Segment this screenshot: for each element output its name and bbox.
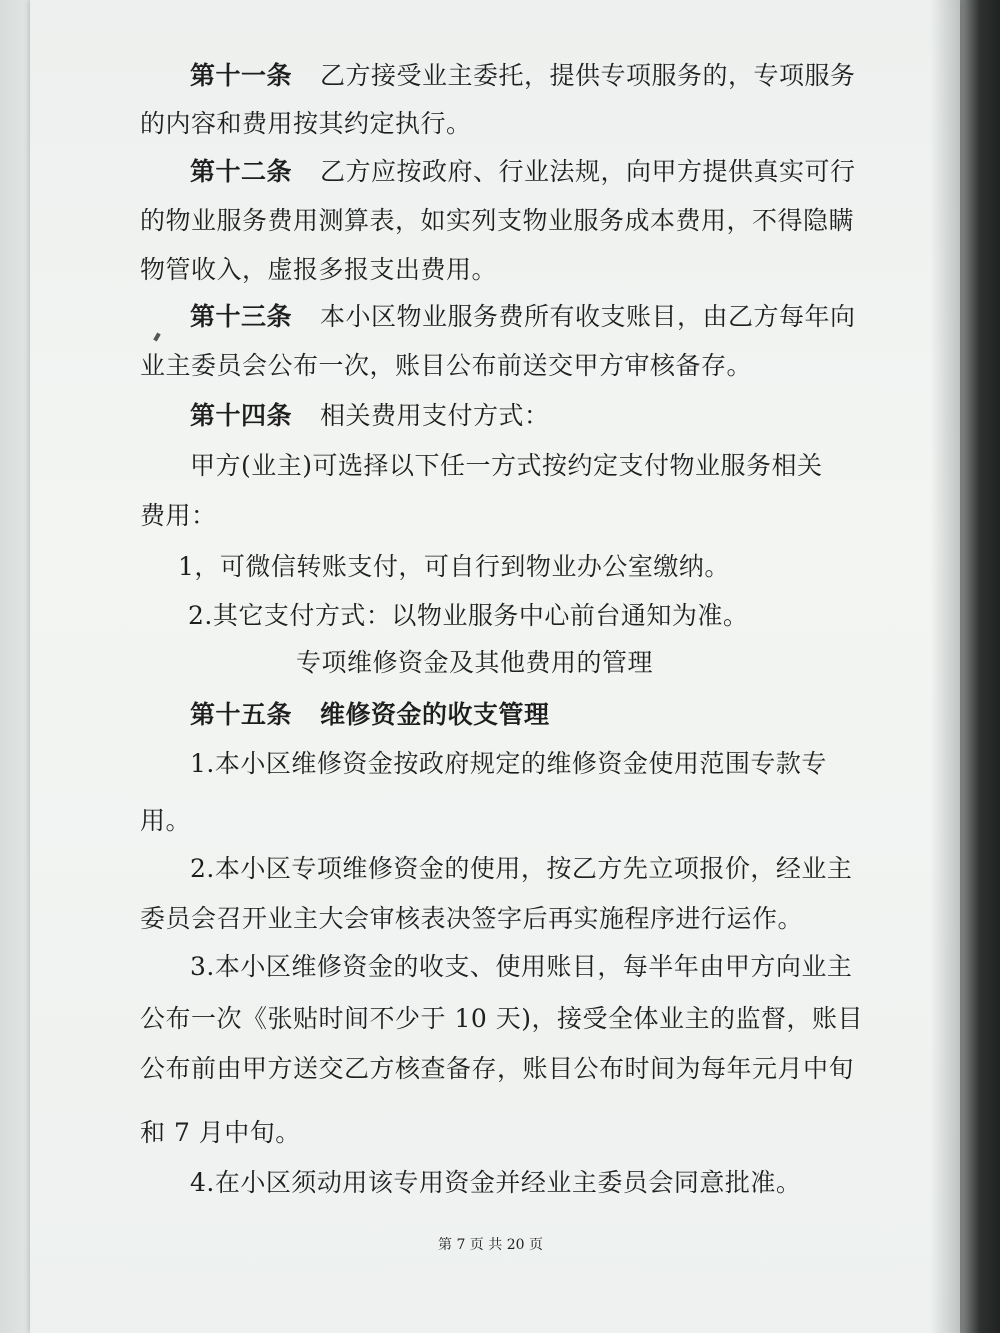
article-15-title: 第十五条 — [190, 700, 293, 729]
article-13-text-1: 本小区物业服务费所有收支账目，由乙方每年向 — [320, 302, 856, 331]
article-12-title: 第十二条 — [190, 157, 293, 186]
article-15-item-1-line-2: 用。 — [140, 806, 192, 835]
article-15-item-3-line-3: 公布前由甲方送交乙方核查备存，账目公布时间为每年元月中旬 — [140, 1054, 855, 1083]
article-14-title: 第十四条 — [190, 401, 293, 430]
article-15-item-2-line-2: 委员会召开业主大会审核表决签字后再实施程序进行运作。 — [140, 904, 804, 933]
page-number: 第 7 页 共 20 页 — [438, 1237, 543, 1253]
article-11-line-2: 的内容和费用按其约定执行。 — [140, 109, 472, 138]
article-15-item-2-line-1: 2.本小区专项维修资金的使用，按乙方先立项报价，经业主 — [190, 854, 853, 883]
article-15-item-3-line-2: 公布一次《张贴时间不少于 10 天)，接受全体业主的监督，账目 — [140, 1004, 863, 1033]
article-12-line-1 — [190, 152, 856, 188]
section-heading: 专项维修资金及其他费用的管理 — [296, 648, 654, 677]
article-11-text-1: 乙方接受业主委托，提供专项服务的，专项服务 — [320, 61, 856, 90]
article-14-heading: 相关费用支付方式： — [320, 401, 550, 430]
article-13-line-2: 业主委员会公布一次，账目公布前送交甲方审核备存。 — [140, 351, 753, 380]
article-13-title: 第十三条 — [190, 302, 293, 331]
article-14-item-1: 1，可微信转账支付，可自行到物业办公室缴纳。 — [178, 552, 730, 581]
article-15-item-3-line-4: 和 7 月中旬。 — [140, 1118, 301, 1147]
article-12-text-1: 乙方应按政府、行业法规，向甲方提供真实可行 — [320, 157, 856, 186]
article-13-line-1 — [190, 297, 856, 333]
article-15-item-1-line-1: 1.本小区维修资金按政府规定的维修资金使用范围专款专 — [190, 749, 827, 778]
article-12-line-3: 物管收入，虚报多报支出费用。 — [140, 255, 498, 284]
article-15-line-1 — [190, 695, 550, 731]
article-15-item-4: 4.在小区须动用该专用资金并经业主委员会同意批准。 — [190, 1168, 802, 1197]
article-11-title: 第十一条 — [190, 61, 293, 90]
article-11-line-1 — [190, 56, 856, 92]
article-14-para-1: 甲方(业主)可选择以下任一方式按约定支付物业服务相关 — [190, 451, 823, 480]
article-12-line-2: 的物业服务费用测算表，如实列支物业服务成本费用，不得隐瞒 — [140, 206, 855, 235]
article-14-item-2: 2.其它支付方式：以物业服务中心前台通知为准。 — [188, 601, 749, 630]
article-14-line-1 — [190, 396, 550, 432]
article-14-para-2: 费用： — [140, 501, 217, 530]
article-15-heading: 维修资金的收支管理 — [320, 700, 550, 729]
article-15-item-3-line-1: 3.本小区维修资金的收支、使用账目，每半年由甲方向业主 — [190, 952, 853, 981]
